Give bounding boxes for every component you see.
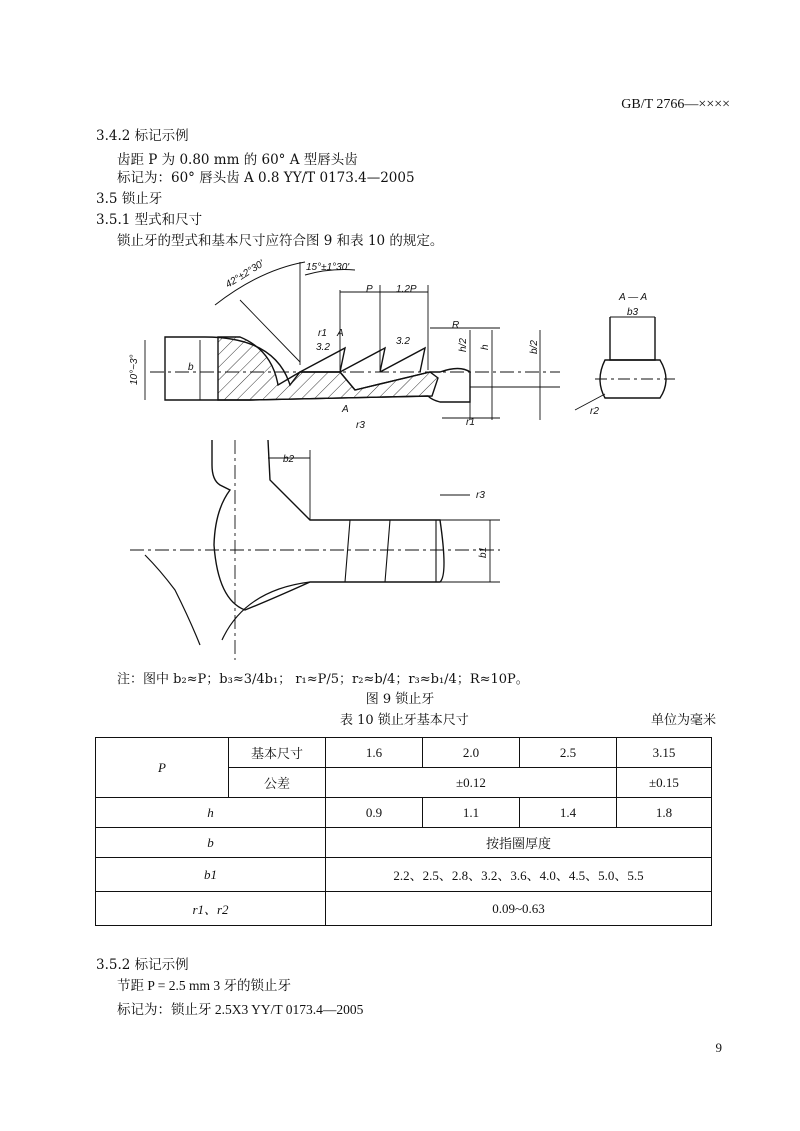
section-marker-a-bottom: A — [342, 404, 349, 415]
r1-top-label: r1 — [318, 328, 327, 339]
p-header-cell: P — [96, 738, 229, 798]
plan-tooth-3 — [390, 520, 436, 582]
r2-label: r2 — [590, 406, 599, 417]
r3-bottom-label: r3 — [356, 420, 365, 431]
angle-left-label: 10°~3° — [129, 354, 140, 385]
elevation-tooth-3 — [380, 348, 425, 372]
b-header-cell: b — [96, 828, 326, 858]
table-row — [96, 828, 712, 858]
r1-bottom-label: r1 — [466, 417, 475, 428]
roughness-label-2: 3.2 — [396, 336, 410, 347]
tolerance-label: 公差 — [229, 768, 326, 798]
table-row — [96, 798, 712, 828]
basic-size-label: 基本尺寸 — [229, 738, 326, 768]
section-3-5-heading: 3.5 锁止牙 — [96, 191, 163, 207]
b-left-label: b — [188, 362, 194, 373]
r-big-label: R — [452, 320, 460, 331]
section-a-a-title: A — A — [619, 292, 648, 303]
h-label: h — [480, 344, 491, 350]
table-cell: 1.4 — [520, 798, 617, 828]
pitch-label: P — [366, 284, 373, 295]
example-marking-line: 标记为：60° 唇头齿 A 0.8 YY/T 0173.4—2005 — [117, 170, 415, 186]
section-3-5-2-heading: 3.5.2 标记示例 — [96, 957, 189, 973]
table-cell: 按指圈厚度 — [326, 828, 712, 858]
h-half-label: h/2 — [458, 338, 469, 352]
table-row — [96, 738, 712, 768]
section-3-4-2-heading: 3.4.2 标记示例 — [96, 128, 189, 144]
section-3-5-1-text: 锁止牙的型式和基本尺寸应符合图 9 和表 10 的规定。 — [117, 233, 444, 249]
figure-caption: 图 9 锁止牙 — [365, 692, 435, 707]
table-cell: 1.8 — [617, 798, 712, 828]
table-cell: 0.9 — [326, 798, 423, 828]
r-header-cell: r1、r2 — [96, 892, 326, 926]
section-a-a-profile — [610, 317, 655, 360]
table-cell: 1.1 — [423, 798, 520, 828]
h-header-cell: h — [96, 798, 326, 828]
standard-code: GB/T 2766—×××× — [621, 97, 730, 112]
table-cell: 3.15 — [617, 738, 712, 768]
table-cell: 1.6 — [326, 738, 423, 768]
b1-header-cell: b1 — [96, 858, 326, 892]
table-cell: 0.09~0.63 — [326, 892, 712, 926]
angle-42-label: 42°±2°30' — [223, 258, 267, 291]
spec-table — [95, 737, 712, 926]
section-marker-a-top: A — [337, 328, 344, 339]
plan-tooth-1 — [310, 520, 350, 582]
b2-label: b2 — [283, 454, 295, 465]
b1-label: b1 — [478, 546, 489, 558]
table-row — [96, 858, 712, 892]
roughness-label-1: 3.2 — [316, 342, 330, 353]
table-cell: 2.0 — [423, 738, 520, 768]
b3-label: b3 — [627, 307, 639, 318]
example-line-1: 齿距 P 为 0.80 mm 的 60° A 型唇头齿 — [117, 152, 358, 168]
plan-view-left-edge — [145, 555, 200, 645]
plan-tooth-2 — [350, 520, 390, 582]
table-title: 表 10 锁止牙基本尺寸 — [340, 713, 469, 728]
table-cell: 2.2、2.5、2.8、3.2、3.6、4.0、4.5、5.0、5.5 — [326, 858, 712, 892]
pitch-1-2p-label: 1.2P — [396, 284, 417, 295]
example-marking-line-2: 标记为：锁止牙 2.5X3 YY/T 0173.4—2005 — [117, 1002, 364, 1017]
table-unit: 单位为毫米 — [650, 713, 716, 728]
section-a-a-base — [600, 360, 666, 398]
angle-15-label: 15°±1°30' — [306, 262, 350, 273]
page-number: 9 — [715, 1040, 722, 1055]
table-cell: ±0.15 — [617, 768, 712, 798]
table-cell: ±0.12 — [326, 768, 617, 798]
b-half-label: b/2 — [529, 340, 540, 354]
plan-view-outline — [212, 440, 444, 610]
table-cell: 2.5 — [520, 738, 617, 768]
section-3-5-1-heading: 3.5.1 型式和尺寸 — [96, 212, 203, 228]
elevation-tooth-2 — [340, 348, 385, 372]
example-line-2: 节距 P = 2.5 mm 3 牙的锁止牙 — [117, 978, 291, 993]
r3-plan-label: r3 — [476, 490, 485, 501]
table-row — [96, 892, 712, 926]
figure-note: 注：图中 b₂≈P；b₃≈3/4b₁； r₁≈P/5；r₂≈b/4；r₃≈b₁/4；R≈10P。 — [117, 672, 529, 687]
